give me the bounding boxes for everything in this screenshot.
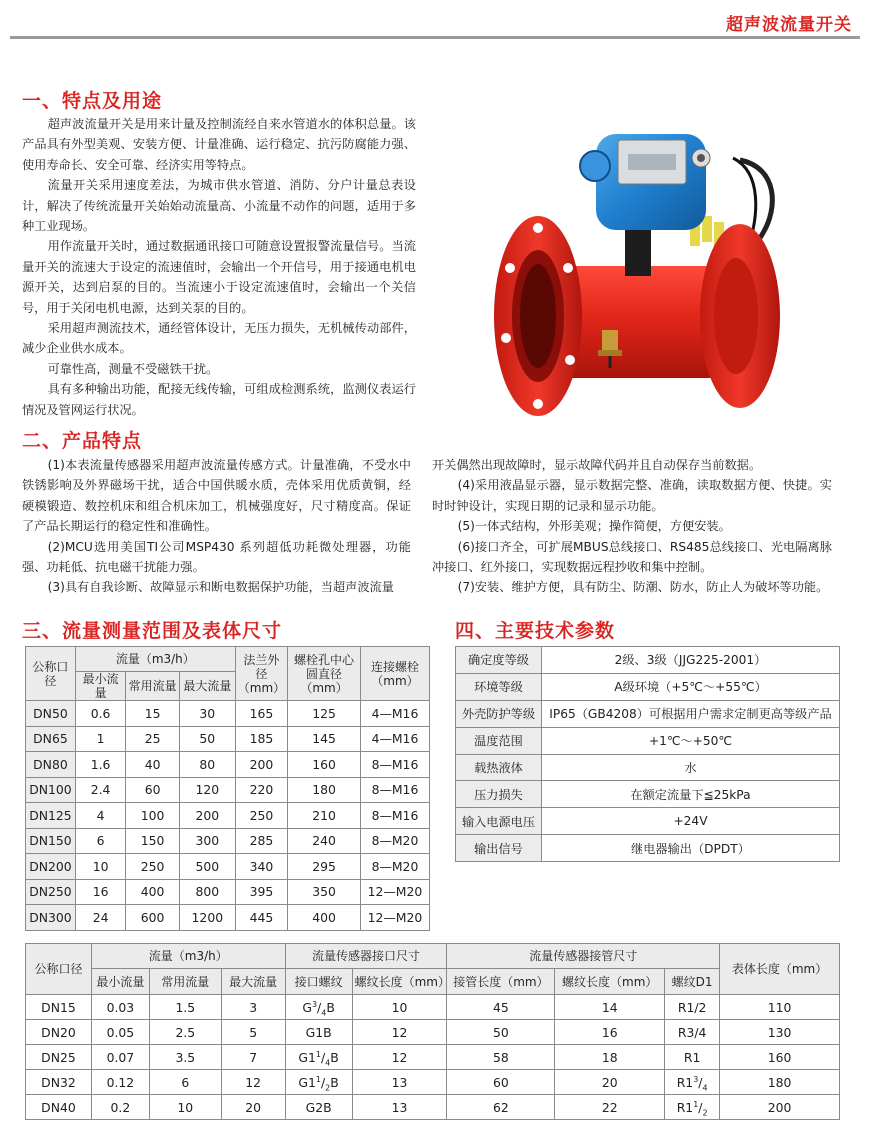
table-cell: 250 (126, 854, 180, 880)
header-max-flow: 最大流量 (179, 672, 235, 701)
thread-d1-cell: $R1^3/_4$ (665, 1070, 720, 1095)
param-label: 输出信号 (456, 835, 542, 862)
table-cell: 45 (447, 995, 555, 1020)
param-value: 水 (542, 754, 840, 781)
param-value: +1℃～+50℃ (542, 727, 840, 754)
table-cell: 10 (75, 854, 125, 880)
table-cell: 0.12 (91, 1070, 149, 1095)
header-thread-length: 螺纹长度（mm） (352, 969, 447, 995)
table-cell: 120 (179, 777, 235, 803)
feature-item: (6)接口齐全，可扩展MBUS总线接口、RS485总线接口、光电隔离脉冲接口、红外接口，实现数据远程抄收和集中控制。 (432, 539, 832, 575)
table-row (26, 1020, 840, 1045)
table-cell: 240 (288, 828, 361, 854)
param-label: 外壳防护等级 (456, 700, 542, 727)
table-row (26, 1045, 840, 1070)
table-cell: 22 (555, 1095, 665, 1120)
feature-item: (5)一体式结构，外形美观；操作简便，方便安装。 (457, 519, 731, 534)
param-row (456, 673, 840, 700)
table-cell: 395 (235, 879, 287, 905)
table-cell: 60 (447, 1070, 555, 1095)
table-cell: 16 (75, 879, 125, 905)
intro-paragraph: 采用超声测流技术，通经管体设计，无压力损失，无机械传动部件，减少企业供水成本。 (22, 321, 416, 356)
table-row (26, 1070, 840, 1095)
table-row (26, 879, 430, 905)
intro-paragraph: 流量开关采用速度差法，为城市供水管道、消防、分户计量总表设计，解决了传统流量开关始始动流量高、小流量不动作的问题，适用于多种工业现场。 (22, 178, 416, 234)
feature-item: (7)安装、维护方便，具有防尘、防潮、防水，防止人为破坏等功能。 (457, 580, 829, 595)
table-cell: 12—M20 (360, 879, 429, 905)
header-flow: 流量（m3/h） (75, 647, 235, 672)
param-row (456, 754, 840, 781)
header-pipe-length: 接管长度（mm） (447, 969, 555, 995)
table-cell: 30 (179, 701, 235, 727)
table-cell: 210 (288, 803, 361, 829)
table-cell: 1.5 (149, 995, 221, 1020)
header-pipe-thread-length: 螺纹长度（mm） (555, 969, 665, 995)
header-bolt-circle: 螺栓孔中心圆直径（mm） (288, 647, 361, 701)
param-row (456, 781, 840, 808)
table-cell: 130 (720, 1020, 840, 1045)
table-cell: 5 (221, 1020, 285, 1045)
flow-range-table (25, 646, 430, 931)
flow-range-table-body (26, 701, 430, 931)
table-row (26, 995, 840, 1020)
table-row (26, 701, 430, 727)
page-title: 超声波流量开关 (726, 15, 852, 35)
table-cell: 500 (179, 854, 235, 880)
row-label-dn: DN200 (26, 854, 76, 880)
features-right-column (432, 455, 832, 598)
thread-base: R1/2 (677, 999, 707, 1015)
header-min-flow: 最小流量 (91, 969, 149, 995)
header-divider (10, 36, 860, 39)
table-cell: 20 (555, 1070, 665, 1095)
table-cell: 4—M16 (360, 726, 429, 752)
param-row (456, 835, 840, 862)
header-min-flow: 最小流量 (75, 672, 125, 701)
table-cell: 0.03 (91, 995, 149, 1020)
table-cell: 145 (288, 726, 361, 752)
row-label-dn: DN125 (26, 803, 76, 829)
table-cell: 58 (447, 1045, 555, 1070)
param-row (456, 808, 840, 835)
table-cell: 8—M16 (360, 803, 429, 829)
table-cell: 600 (126, 905, 180, 931)
table-cell: 16 (555, 1020, 665, 1045)
param-label: 温度范围 (456, 727, 542, 754)
fraction-denominator: 4 (702, 1082, 708, 1092)
row-label-dn: DN25 (26, 1045, 92, 1070)
section-title-flow-range: 三、流量测量范围及表体尺寸 (22, 620, 283, 642)
param-row (456, 727, 840, 754)
sensor-size-table (25, 943, 840, 1120)
table-cell: 25 (126, 726, 180, 752)
param-value: A级环境（+5℃～+55℃） (542, 673, 840, 700)
table-cell: 24 (75, 905, 125, 931)
fraction-denominator: 4 (325, 1057, 331, 1067)
table-cell: 150 (126, 828, 180, 854)
thread-d1-cell (665, 1020, 720, 1045)
table-cell: 12—M20 (360, 905, 429, 931)
table-row (26, 828, 430, 854)
flow-switch-product-image (478, 98, 808, 428)
table-cell: 8—M16 (360, 752, 429, 778)
row-label-dn: DN40 (26, 1095, 92, 1120)
table-cell: 300 (179, 828, 235, 854)
table-cell: 1 (75, 726, 125, 752)
thread-base: R3/4 (677, 1024, 707, 1040)
table-cell: 6 (75, 828, 125, 854)
table-cell: 0.05 (91, 1020, 149, 1045)
thread-base: G1B (305, 1024, 332, 1040)
thread-suffix: B (330, 1049, 339, 1065)
row-label-dn: DN100 (26, 777, 76, 803)
table-cell: 110 (720, 995, 840, 1020)
table-row (26, 905, 430, 931)
row-label-dn: DN32 (26, 1070, 92, 1095)
table-cell: 400 (288, 905, 361, 931)
feature-item: 开关偶然出现故障时，显示故障代码并且自动保存当前数据。 (432, 458, 762, 472)
table-cell: 0.6 (75, 701, 125, 727)
table-cell: 10 (149, 1095, 221, 1120)
table-cell: 185 (235, 726, 287, 752)
table-cell: 285 (235, 828, 287, 854)
header-flow: 流量（m3/h） (91, 944, 285, 969)
fraction-numerator: 1 (315, 1074, 321, 1084)
table-cell: 15 (126, 701, 180, 727)
table-cell: 200 (179, 803, 235, 829)
fraction-denominator: 2 (702, 1107, 708, 1117)
features-left-column (22, 455, 411, 598)
thread-d1-cell: $R1^1/_2$ (665, 1095, 720, 1120)
table-cell: 200 (720, 1095, 840, 1120)
table-cell: 340 (235, 854, 287, 880)
section-title-tech-params: 四、主要技术参数 (455, 620, 616, 642)
table-cell: 13 (352, 1070, 447, 1095)
table-cell: 80 (179, 752, 235, 778)
row-label-dn: DN50 (26, 701, 76, 727)
thread-base: R1 (676, 1099, 694, 1115)
intro-paragraph: 具有多种输出功能，配接无线传输，可组成检测系统，监测仪表运行情况及管网运行状况。 (22, 382, 416, 417)
thread-base: G (302, 999, 312, 1015)
table-cell: 10 (352, 995, 447, 1020)
interface-thread-cell: $G1^1/_2B$ (285, 1070, 352, 1095)
fraction-numerator: 3 (693, 1074, 699, 1084)
header-body-length: 表体长度（mm） (720, 944, 840, 995)
feature-item: (2)MCU选用美国TI公司MSP430 系列超低功耗微处理器，功能强、功耗低、抗电磁干扰能力强。 (22, 539, 411, 575)
table-cell: 2.4 (75, 777, 125, 803)
header-flange-diameter: 法兰外径（mm） (235, 647, 287, 701)
param-value: 继电器输出（DPDT） (542, 835, 840, 862)
header-normal-flow: 常用流量 (126, 672, 180, 701)
fraction-denominator: 4 (321, 1007, 327, 1017)
intro-paragraph: 用作流量开关时，通过数据通讯接口可随意设置报警流量信号。当流量开关的流速大于设定的流速值时，会输出一个开信号，用于接通电机电源开关，达到启泵的目的。当流速小于设定流速值时，会输出一个关信号，用于关闭电机电源，达到关泵的目的。 (22, 239, 416, 315)
table-cell: 295 (288, 854, 361, 880)
feature-item: (3)具有自我诊断、故障显示和断电数据保护功能，当超声波流量 (47, 580, 394, 595)
intro-paragraph: 可靠性高，测量不受磁铁干扰。 (47, 361, 219, 376)
header-nominal-diameter: 公称口径 (26, 647, 76, 701)
table-cell: 350 (288, 879, 361, 905)
table-cell: 180 (720, 1070, 840, 1095)
thread-base: R1 (683, 1049, 701, 1065)
row-label-dn: DN20 (26, 1020, 92, 1045)
thread-base: G1 (298, 1049, 316, 1065)
table-cell: 165 (235, 701, 287, 727)
table-cell: 8—M20 (360, 828, 429, 854)
interface-thread-cell (285, 1095, 352, 1120)
row-label-dn: DN80 (26, 752, 76, 778)
table-cell: 4 (75, 803, 125, 829)
table-cell: 8—M20 (360, 854, 429, 880)
table-cell: 50 (447, 1020, 555, 1045)
thread-suffix: B (330, 1074, 339, 1090)
param-label: 输入电源电压 (456, 808, 542, 835)
table-cell: 12 (221, 1070, 285, 1095)
table-cell: 125 (288, 701, 361, 727)
thread-d1-cell (665, 1045, 720, 1070)
param-row (456, 647, 840, 674)
fraction-numerator: 1 (315, 1049, 321, 1059)
thread-base: G1 (298, 1074, 316, 1090)
table-cell: 160 (720, 1045, 840, 1070)
table-cell: 12 (352, 1020, 447, 1045)
table-cell: 180 (288, 777, 361, 803)
table-cell: 0.07 (91, 1045, 149, 1070)
row-label-dn: DN65 (26, 726, 76, 752)
table-row (26, 803, 430, 829)
param-label: 载热液体 (456, 754, 542, 781)
section-title-product-features: 二、产品特点 (22, 430, 143, 452)
table-row (26, 1095, 840, 1120)
param-value: IP65（GB4208）可根据用户需求定制更高等级产品 (542, 700, 840, 727)
table-cell: 2.5 (149, 1020, 221, 1045)
table-cell: 445 (235, 905, 287, 931)
section-title-features-usage: 一、特点及用途 (22, 90, 163, 112)
table-cell: 400 (126, 879, 180, 905)
feature-item: (1)本表流量传感器采用超声波流量传感方式。计量准确，不受水中铁锈影响及外界磁场干扰，适合中国供暖水质，壳体采用优质黄铜，经硬模锻造、数控机床和组合机床加工，机械强度好，尺寸精度高。保证了产品长期运行的稳定性和准确性。 (22, 458, 411, 534)
header-normal-flow: 常用流量 (149, 969, 221, 995)
header-connecting-bolt: 连接螺栓（mm） (360, 647, 429, 701)
table-cell: 8—M16 (360, 777, 429, 803)
table-row (26, 854, 430, 880)
thread-suffix: B (326, 999, 335, 1015)
table-cell: 800 (179, 879, 235, 905)
table-cell: 1.6 (75, 752, 125, 778)
table-cell: 200 (235, 752, 287, 778)
sensor-size-table-body (26, 995, 840, 1120)
fraction-denominator: 2 (325, 1082, 331, 1092)
table-cell: 3.5 (149, 1045, 221, 1070)
table-cell: 4—M16 (360, 701, 429, 727)
header-max-flow: 最大流量 (221, 969, 285, 995)
feature-item: (4)采用液晶显示器，显示数据完整、准确，读取数据方便、快捷。实时时钟设计，实现日期的记录和显示功能。 (432, 478, 832, 513)
header-sensor-interface: 流量传感器接口尺寸 (285, 944, 447, 969)
table-cell: 14 (555, 995, 665, 1020)
row-label-dn: DN15 (26, 995, 92, 1020)
table-cell: 60 (126, 777, 180, 803)
header-sensor-pipe: 流量传感器接管尺寸 (447, 944, 720, 969)
table-cell: 40 (126, 752, 180, 778)
param-value: 2级、3级（JJG225-2001） (542, 647, 840, 674)
interface-thread-cell: $G^3/_4B$ (285, 995, 352, 1020)
table-cell: 220 (235, 777, 287, 803)
interface-thread-cell: $G1^1/_4B$ (285, 1045, 352, 1070)
table-row (26, 777, 430, 803)
param-value: +24V (542, 808, 840, 835)
row-label-dn: DN300 (26, 905, 76, 931)
interface-thread-cell (285, 1020, 352, 1045)
table-cell: 50 (179, 726, 235, 752)
header-nominal-diameter: 公称口径 (26, 944, 92, 995)
fraction-numerator: 1 (693, 1099, 699, 1109)
table-cell: 13 (352, 1095, 447, 1120)
param-value: 在额定流量下≦25kPa (542, 781, 840, 808)
table-row (26, 726, 430, 752)
header-thread-d1: 螺纹D1 (665, 969, 720, 995)
tech-params-table-body (456, 647, 840, 862)
table-cell: 12 (352, 1045, 447, 1070)
table-cell: 1200 (179, 905, 235, 931)
table-row (26, 752, 430, 778)
table-cell: 62 (447, 1095, 555, 1120)
thread-d1-cell (665, 995, 720, 1020)
row-label-dn: DN250 (26, 879, 76, 905)
param-label: 确定度等级 (456, 647, 542, 674)
table-cell: 100 (126, 803, 180, 829)
param-row (456, 700, 840, 727)
param-label: 环境等级 (456, 673, 542, 700)
table-cell: 20 (221, 1095, 285, 1120)
header-interface-thread: 接口螺纹 (285, 969, 352, 995)
param-label: 压力损失 (456, 781, 542, 808)
fraction-numerator: 3 (311, 999, 318, 1009)
table-cell: 3 (221, 995, 285, 1020)
intro-text (22, 114, 416, 420)
table-cell: 6 (149, 1070, 221, 1095)
table-cell: 7 (221, 1045, 285, 1070)
table-cell: 250 (235, 803, 287, 829)
thread-base: G2B (305, 1099, 332, 1115)
table-cell: 18 (555, 1045, 665, 1070)
tech-params-table (455, 646, 840, 862)
table-cell: 0.2 (91, 1095, 149, 1120)
table-cell: 160 (288, 752, 361, 778)
thread-base: R1 (676, 1074, 694, 1090)
row-label-dn: DN150 (26, 828, 76, 854)
intro-paragraph: 超声波流量开关是用来计量及控制流经自来水管道水的体积总量。该产品具有外型美观、安装方便、计量准确、运行稳定、抗污防腐能力强、使用寿命长、安全可靠、经济实用等特点。 (22, 117, 416, 172)
